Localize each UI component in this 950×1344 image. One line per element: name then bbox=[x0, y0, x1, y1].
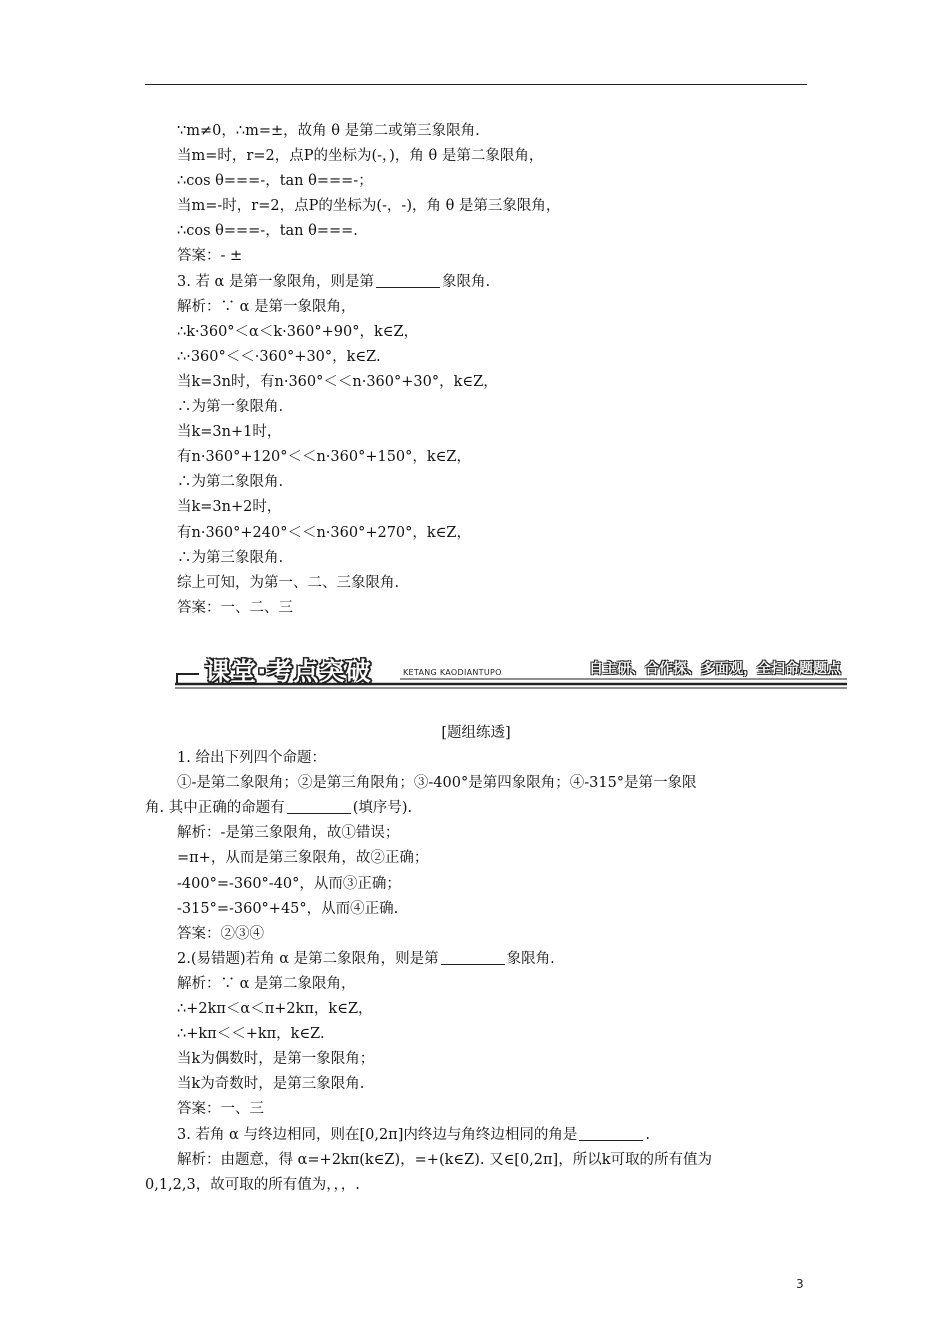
text-line: ∵m≠0，∴m=±，故角 θ 是第二或第三象限角. bbox=[177, 123, 480, 139]
text-line: -400°=-360°-40°，从而③正确； bbox=[177, 875, 401, 892]
answer-line: 答案：一、三 bbox=[177, 1101, 264, 1118]
text-line: ∴k·360°＜α＜k·360°+90°，k∈Z， bbox=[177, 323, 419, 340]
text-line: -315°=-360°+45°，从而④正确. bbox=[177, 900, 399, 917]
text-line: ∴cos θ===-，tan θ===-； bbox=[177, 173, 373, 190]
question-1: 1. 给出下列四个命题： bbox=[177, 750, 326, 767]
text-line: 当m=时，r=2，点P的坐标为(-，)，角 θ 是第二象限角， bbox=[177, 148, 544, 165]
answer-line: 答案：一、二、三 bbox=[177, 599, 293, 616]
text-line: ∴为第一象限角. bbox=[177, 399, 284, 416]
fill-blank bbox=[441, 950, 505, 965]
header-rule bbox=[145, 84, 807, 85]
question-2 bbox=[145, 947, 807, 972]
question-text: 2.(易错题)若角 α 是第二象限角，则是第 bbox=[177, 950, 439, 967]
question-text: 3. 若角 α 与终边相同，则在[0,2π]内终边与角终边相同的角是 bbox=[177, 1126, 578, 1143]
text-line: 当k=3n时，有n·360°＜＜n·360°+30°，k∈Z， bbox=[177, 373, 498, 390]
text-line: ∴为第二象限角. bbox=[177, 474, 284, 491]
question-text: 3. 若 α 是第一象限角，则是第 bbox=[177, 273, 374, 290]
text-line: ∴+2kπ＜α＜π+2kπ，k∈Z， bbox=[177, 1001, 373, 1018]
question-3 bbox=[145, 1123, 807, 1148]
text-line: 解析：∵ α 是第一象限角， bbox=[177, 298, 356, 315]
question-text: (填序号). bbox=[352, 800, 413, 817]
text-line: ∴为第三象限角. bbox=[177, 549, 284, 566]
question-text: . bbox=[645, 1126, 650, 1143]
banner-title: 课堂·考点突破 bbox=[205, 657, 372, 686]
question-text: 象限角. bbox=[441, 273, 491, 290]
section-banner bbox=[175, 650, 847, 690]
banner-slogan: 自主研、合作探、多面观，全扫命题题点 bbox=[589, 661, 841, 677]
answer-line: 答案：②③④ bbox=[177, 925, 264, 942]
question-1-cont bbox=[145, 796, 807, 821]
text-line: ∴cos θ===-，tan θ===. bbox=[177, 223, 358, 240]
text-line: 综上可知，为第一、二、三象限角. bbox=[177, 574, 400, 591]
text-line: 0,1,2,3，故可取的所有值为，，，. bbox=[145, 1176, 360, 1193]
section-2 bbox=[145, 721, 807, 1198]
fill-blank bbox=[376, 273, 440, 288]
page-number: 3 bbox=[796, 1277, 804, 1291]
question-text: 角. 其中正确的命题有 bbox=[145, 800, 285, 817]
text-line: ∴·360°＜＜·360°+30°，k∈Z. bbox=[177, 348, 381, 365]
text-line: 有n·360°+240°＜＜n·360°+270°，k∈Z， bbox=[177, 524, 471, 541]
text-line: 解析：-是第三象限角，故①错误； bbox=[177, 825, 400, 842]
group-heading: [题组练透] bbox=[441, 725, 511, 741]
fill-blank bbox=[287, 799, 351, 814]
text-line: 当k为偶数时，是第一象限角； bbox=[177, 1051, 375, 1068]
answer-line: 答案：- ± bbox=[177, 248, 243, 265]
text-line: 当k=3n+1时， bbox=[177, 424, 282, 441]
text-line: =π+，从而是第三象限角，故②正确； bbox=[177, 850, 429, 867]
text-line: ①-是第二象限角；②是第三角限角；③-400°是第四象限角；④-315°是第一象限 bbox=[177, 775, 697, 792]
text-line: ∴+kπ＜＜+kπ，k∈Z. bbox=[177, 1026, 325, 1043]
text-line: 解析：由题意，得 α=+2kπ(k∈Z)，=+(k∈Z). 又∈[0,2π]，所以k可取的所有值为 bbox=[177, 1151, 712, 1168]
text-line: 当k=3n+2时， bbox=[177, 499, 282, 516]
text-line: 当m=-时，r=2，点P的坐标为(-，-)，角 θ 是第三象限角， bbox=[177, 198, 561, 215]
fill-blank bbox=[579, 1126, 643, 1141]
text-line: 有n·360°+120°＜＜n·360°+150°，k∈Z， bbox=[177, 449, 471, 466]
text-line: 当k为奇数时，是第三象限角. bbox=[177, 1076, 365, 1093]
text-line: 解析：∵ α 是第二象限角， bbox=[177, 975, 356, 992]
banner-subtitle: KETANG KAODIANTUPO bbox=[403, 668, 502, 677]
section-1 bbox=[145, 119, 807, 621]
question-text: 象限角. bbox=[506, 950, 555, 967]
question-3 bbox=[145, 270, 807, 295]
